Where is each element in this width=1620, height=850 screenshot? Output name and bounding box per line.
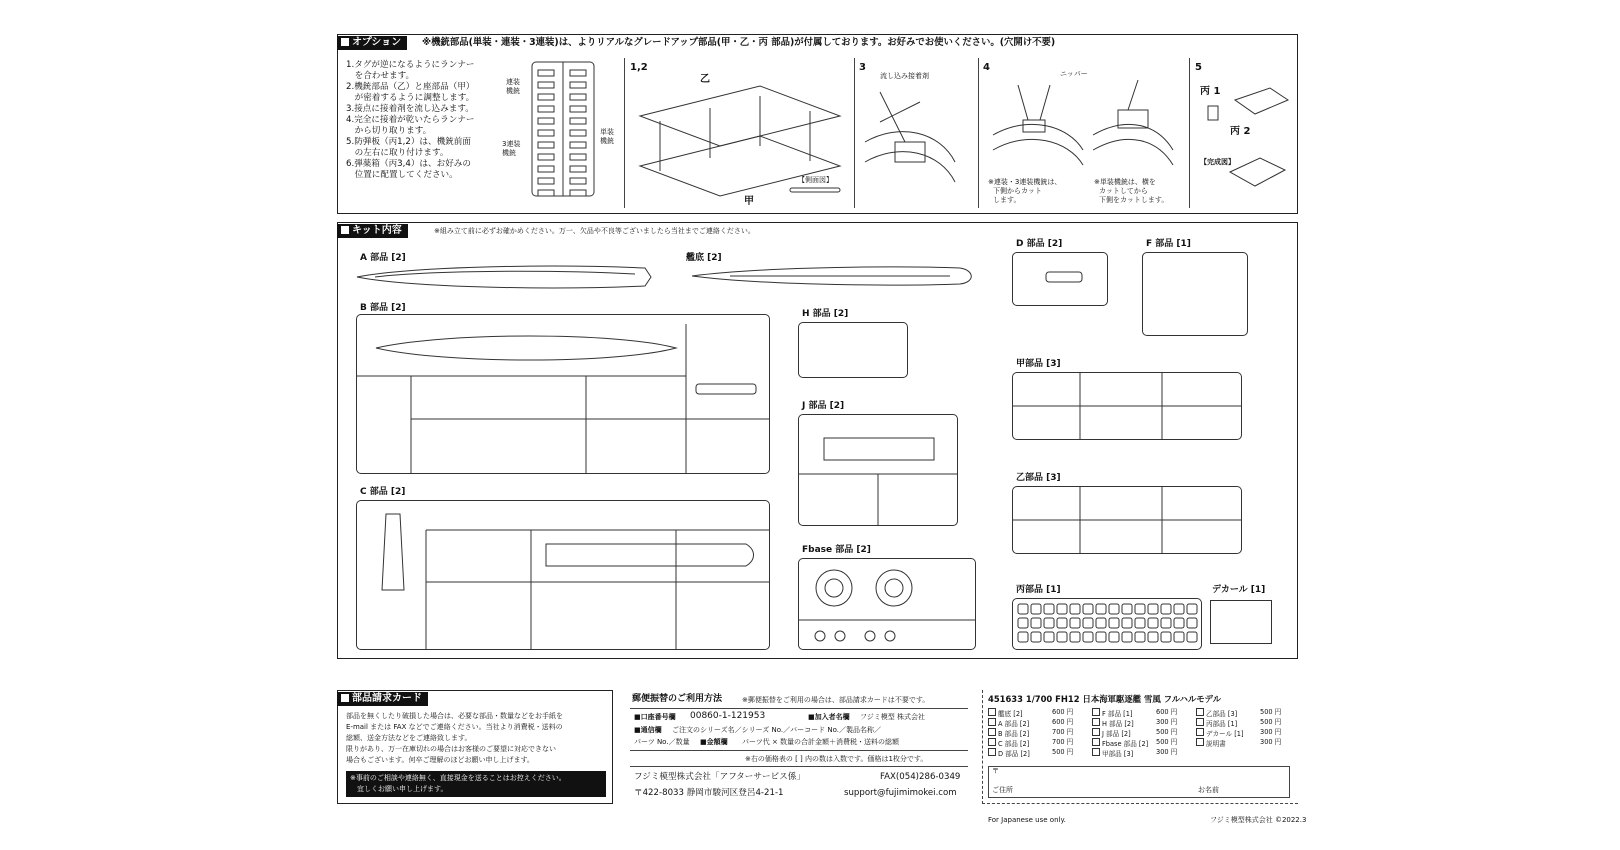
part-hei-label: 丙部品 [1] xyxy=(1016,585,1061,595)
price-item-label: 説明書 xyxy=(1206,740,1226,748)
price-item-name xyxy=(1196,728,1244,739)
part-j-detail xyxy=(798,414,958,526)
price-item-label: A 部品 [2] xyxy=(998,720,1030,728)
price-item-label: B 部品 [2] xyxy=(998,730,1030,738)
parts-request-notice-line: ※事前のご相談や連絡無く、直接現金を送ることはお控えください。 xyxy=(350,774,566,782)
price-item-name xyxy=(1092,728,1131,739)
price-item-price: 500 円 xyxy=(1052,748,1074,756)
customer-box xyxy=(988,766,1290,798)
checkbox[interactable] xyxy=(1092,728,1100,736)
postal-title-note: ※郵便振替をご利用の場合は、部品請求カードは不要です。 xyxy=(742,696,930,704)
price-item-name xyxy=(988,748,1030,759)
step4-note: 下側をカットします。 xyxy=(1099,196,1169,204)
options-step-line: 6.弾薬箱（丙3,4）は、お好みの xyxy=(346,159,471,169)
price-item-price: 500 円 xyxy=(1156,738,1178,746)
checkbox[interactable] xyxy=(1196,708,1204,716)
part-f-runner xyxy=(1142,252,1248,336)
price-item-name xyxy=(988,728,1029,739)
price-item-price: 600 円 xyxy=(1052,718,1074,726)
parts-request-line: E-mail または FAX などでご連絡ください。当社より消費税・送料の xyxy=(346,723,563,731)
price-item-price: 500 円 xyxy=(1260,718,1282,726)
part-b-label: B 部品 [2] xyxy=(360,303,406,313)
part-bottom-label: 艦底 [2] xyxy=(686,253,722,263)
step3-drawing xyxy=(860,82,960,202)
postal-comm-label: ■通信欄 xyxy=(634,726,662,734)
postal-fax: FAX(054)286-0349 xyxy=(880,772,961,782)
part-bottom-hull xyxy=(690,262,980,288)
options-step-line: 3.接点に接着剤を流し込みます。 xyxy=(346,104,474,114)
step4-note: ※連装・3連装機銃は、 xyxy=(988,178,1062,186)
options-step-line: 2.機銃部品（乙）と座部品（甲） xyxy=(346,82,475,92)
kit-header: キット内容 xyxy=(337,224,408,238)
part-h-label: H 部品 [2] xyxy=(802,309,849,319)
checkbox[interactable] xyxy=(1092,708,1100,716)
step4-note: ※単装機銃は、横を xyxy=(1094,178,1156,186)
step3-label: 流し込み接着剤 xyxy=(880,72,929,80)
price-item-name xyxy=(1196,738,1226,749)
step5-drawing xyxy=(1200,80,1290,200)
postal-account: 00860-1-121953 xyxy=(690,711,766,721)
price-item-label: J 部品 [2] xyxy=(1102,730,1131,738)
price-item-price: 600 円 xyxy=(1156,708,1178,716)
part-h-runner xyxy=(798,322,908,378)
price-item-price: 600 円 xyxy=(1052,708,1074,716)
footer-left: For Japanese use only. xyxy=(988,816,1066,824)
postal-member-label: ■加入者名欄 xyxy=(808,713,850,721)
step12-drawing xyxy=(630,66,850,206)
options-step-line: 1.タグが逆になるようにランナー xyxy=(346,60,475,70)
part-c-detail xyxy=(356,500,770,650)
parts-request-notice-line: 宜しくお願い申し上げます。 xyxy=(350,785,448,793)
step3-number: 3 xyxy=(859,62,866,73)
price-item-name xyxy=(1092,748,1133,759)
checkbox[interactable] xyxy=(1092,718,1100,726)
decal-label: デカール [1] xyxy=(1212,585,1266,595)
checkbox[interactable] xyxy=(1092,748,1100,756)
options-step-line: が密着するように調整します。 xyxy=(346,93,475,103)
options-intro: ※機銃部品(単装・連装・3連装)は、よりリアルなグレードアップ部品(甲・乙・丙 部品)が付属しております。お好みでお使いください。(穴開け不要) xyxy=(422,37,1056,48)
checkbox[interactable] xyxy=(1196,728,1204,736)
price-item-price: 300 円 xyxy=(1260,728,1282,736)
options-step-line: 4.完全に接着が乾いたらランナー xyxy=(346,115,475,125)
part-fbase-label: Fbase 部品 [2] xyxy=(802,545,871,555)
parts-request-header: 部品請求カード xyxy=(337,692,428,706)
price-item-name xyxy=(1196,708,1237,719)
part-c-label: C 部品 [2] xyxy=(360,487,406,497)
options-step-line: 5.防弾板（丙1,2）は、機銃前面 xyxy=(346,137,471,147)
price-title: 451633 1/700 FH12 日本海軍駆逐艦 雪風 フルハルモデル xyxy=(988,694,1221,704)
postal-amount-label: ■金額欄 xyxy=(700,738,728,746)
checkbox[interactable] xyxy=(1196,738,1204,746)
price-item-label: 艦底 [2] xyxy=(998,710,1023,718)
parts-request-line: 部品を無くしたり破損した場合は、必要な部品・数量などをお手紙を xyxy=(346,712,563,720)
options-divider xyxy=(624,58,625,208)
gun-runner-drawing xyxy=(530,60,600,200)
postal-rule xyxy=(630,750,968,751)
postal-member: フジミ模型 株式会社 xyxy=(860,713,925,721)
step4-note: 下側からカット xyxy=(993,187,1042,195)
price-item-label: 丙部品 [1] xyxy=(1206,720,1238,728)
checkbox[interactable] xyxy=(988,718,996,726)
step4-note: カットしてから xyxy=(1099,187,1148,195)
postal-address: 〒422-8033 静岡市駿河区登呂4-21-1 xyxy=(634,788,784,798)
part-d-label: D 部品 [2] xyxy=(1016,239,1063,249)
price-item-price: 300 円 xyxy=(1260,738,1282,746)
price-item-name xyxy=(1196,718,1237,729)
price-item-price: 300 円 xyxy=(1156,748,1178,756)
kou-label: 甲 xyxy=(744,196,754,207)
options-steps xyxy=(346,60,475,181)
price-item-name xyxy=(988,738,1029,749)
price-item-label: H 部品 [2] xyxy=(1102,720,1134,728)
checkbox[interactable] xyxy=(1092,738,1100,746)
postcode-mark: 〒 xyxy=(992,767,999,775)
part-j-label: J 部品 [2] xyxy=(802,401,845,411)
part-d-detail xyxy=(1012,252,1108,306)
postal-price-note: ※右の価格表の [ ] 内の数は入数です。価格は1枚分です。 xyxy=(745,755,928,763)
checkbox[interactable] xyxy=(988,708,996,716)
parts-request-line: 総額、送金方法などをご連絡致します。 xyxy=(346,734,472,742)
checkbox[interactable] xyxy=(1196,718,1204,726)
price-item-name xyxy=(1092,718,1134,729)
price-item-label: F 部品 [1] xyxy=(1102,710,1133,718)
part-f-label: F 部品 [1] xyxy=(1146,239,1191,249)
options-divider xyxy=(978,58,979,208)
step4-drawing xyxy=(988,80,1178,175)
price-item-price: 500 円 xyxy=(1260,708,1282,716)
tansou-label: 単装 機銃 xyxy=(600,128,614,145)
nipper-label: ニッパー xyxy=(1060,70,1088,78)
step4-number: 4 xyxy=(983,62,990,73)
name-label: お名前 xyxy=(1198,786,1219,794)
options-step-line: 位置に配置してください。 xyxy=(346,170,458,180)
checkbox[interactable] xyxy=(988,728,996,736)
address-label: ご住所 xyxy=(992,786,1013,794)
postal-amount: パーツ代 × 数量の合計金額＋消費税・送料の総額 xyxy=(742,738,900,746)
options-divider xyxy=(1189,58,1190,208)
options-step-line: を合わせます。 xyxy=(346,71,415,81)
postal-rule xyxy=(630,766,968,767)
price-item-label: C 部品 [2] xyxy=(998,740,1030,748)
options-step-line: から切り取ります。 xyxy=(346,126,432,136)
part-a-hull xyxy=(355,262,655,292)
price-item-label: D 部品 [2] xyxy=(998,750,1030,758)
postal-rule xyxy=(630,708,968,709)
part-kou-label: 甲部品 [3] xyxy=(1016,359,1061,369)
parts-request-line: 限りがあり、万一在庫切れの場合はお客様のご要望に対応できない xyxy=(346,745,556,753)
options-step-line: の左右に取り付けます。 xyxy=(346,148,449,158)
rensou-label: 連装 機銃 xyxy=(506,78,520,95)
price-item-price: 500 円 xyxy=(1156,728,1178,736)
price-item-name xyxy=(988,708,1023,719)
part-a-label: A 部品 [2] xyxy=(360,253,406,263)
part-fbase-detail xyxy=(798,558,976,650)
postal-title: 郵便振替のご利用方法 xyxy=(632,694,723,704)
price-item-label: 乙部品 [3] xyxy=(1206,710,1238,718)
price-item-name xyxy=(988,718,1029,729)
completed-label: 【完成図】 xyxy=(1200,158,1235,166)
part-b-detail xyxy=(356,314,770,474)
price-item-label: 甲部品 [3] xyxy=(1102,750,1134,758)
postal-email: support@fujimimokei.com xyxy=(844,788,957,798)
3rensou-label: 3連装 機銃 xyxy=(502,140,521,157)
otsu-label: 乙 xyxy=(700,74,710,85)
part-hei-detail xyxy=(1012,598,1202,650)
options-divider xyxy=(854,58,855,208)
price-item-name xyxy=(1092,708,1133,719)
hei2-label: 丙 2 xyxy=(1230,126,1251,137)
postal-comm: パーツ No.／数量 xyxy=(634,738,690,746)
price-item-label: デカール [1] xyxy=(1206,730,1244,738)
part-otsu-label: 乙部品 [3] xyxy=(1016,473,1061,483)
decal-sheet xyxy=(1210,600,1272,644)
price-item-price: 700 円 xyxy=(1052,728,1074,736)
step4-note: します。 xyxy=(993,196,1021,204)
part-otsu-detail xyxy=(1012,486,1242,554)
part-kou-detail xyxy=(1012,372,1242,440)
options-header: オプション xyxy=(337,36,407,50)
hei1-label: 丙 1 xyxy=(1200,86,1221,97)
side-view-label: 【側面図】 xyxy=(798,176,833,184)
footer-right: フジミ模型株式会社 ©2022.3 xyxy=(1210,816,1307,824)
checkbox[interactable] xyxy=(988,748,996,756)
price-item-label: Fbase 部品 [2] xyxy=(1102,740,1149,748)
price-item-price: 700 円 xyxy=(1052,738,1074,746)
step5-number: 5 xyxy=(1195,62,1202,73)
checkbox[interactable] xyxy=(988,738,996,746)
kit-note: ※組み立て前に必ずお確かめください。万一、欠品や不良等ございましたら当社までご連絡ください。 xyxy=(434,227,755,235)
price-item-name xyxy=(1092,738,1148,749)
parts-request-line: 場合もございます。何卒ご理解のほどお願い申し上げます。 xyxy=(346,756,534,764)
postal-account-label: ■口座番号欄 xyxy=(634,713,676,721)
step12-number: 1,2 xyxy=(630,62,648,73)
price-item-price: 300 円 xyxy=(1156,718,1178,726)
postal-company: フジミ模型株式会社「アフターサービス係」 xyxy=(634,772,805,782)
postal-comm: ご注文のシリーズ名／シリーズ No.／バーコード No.／製品名称／ xyxy=(672,726,881,734)
